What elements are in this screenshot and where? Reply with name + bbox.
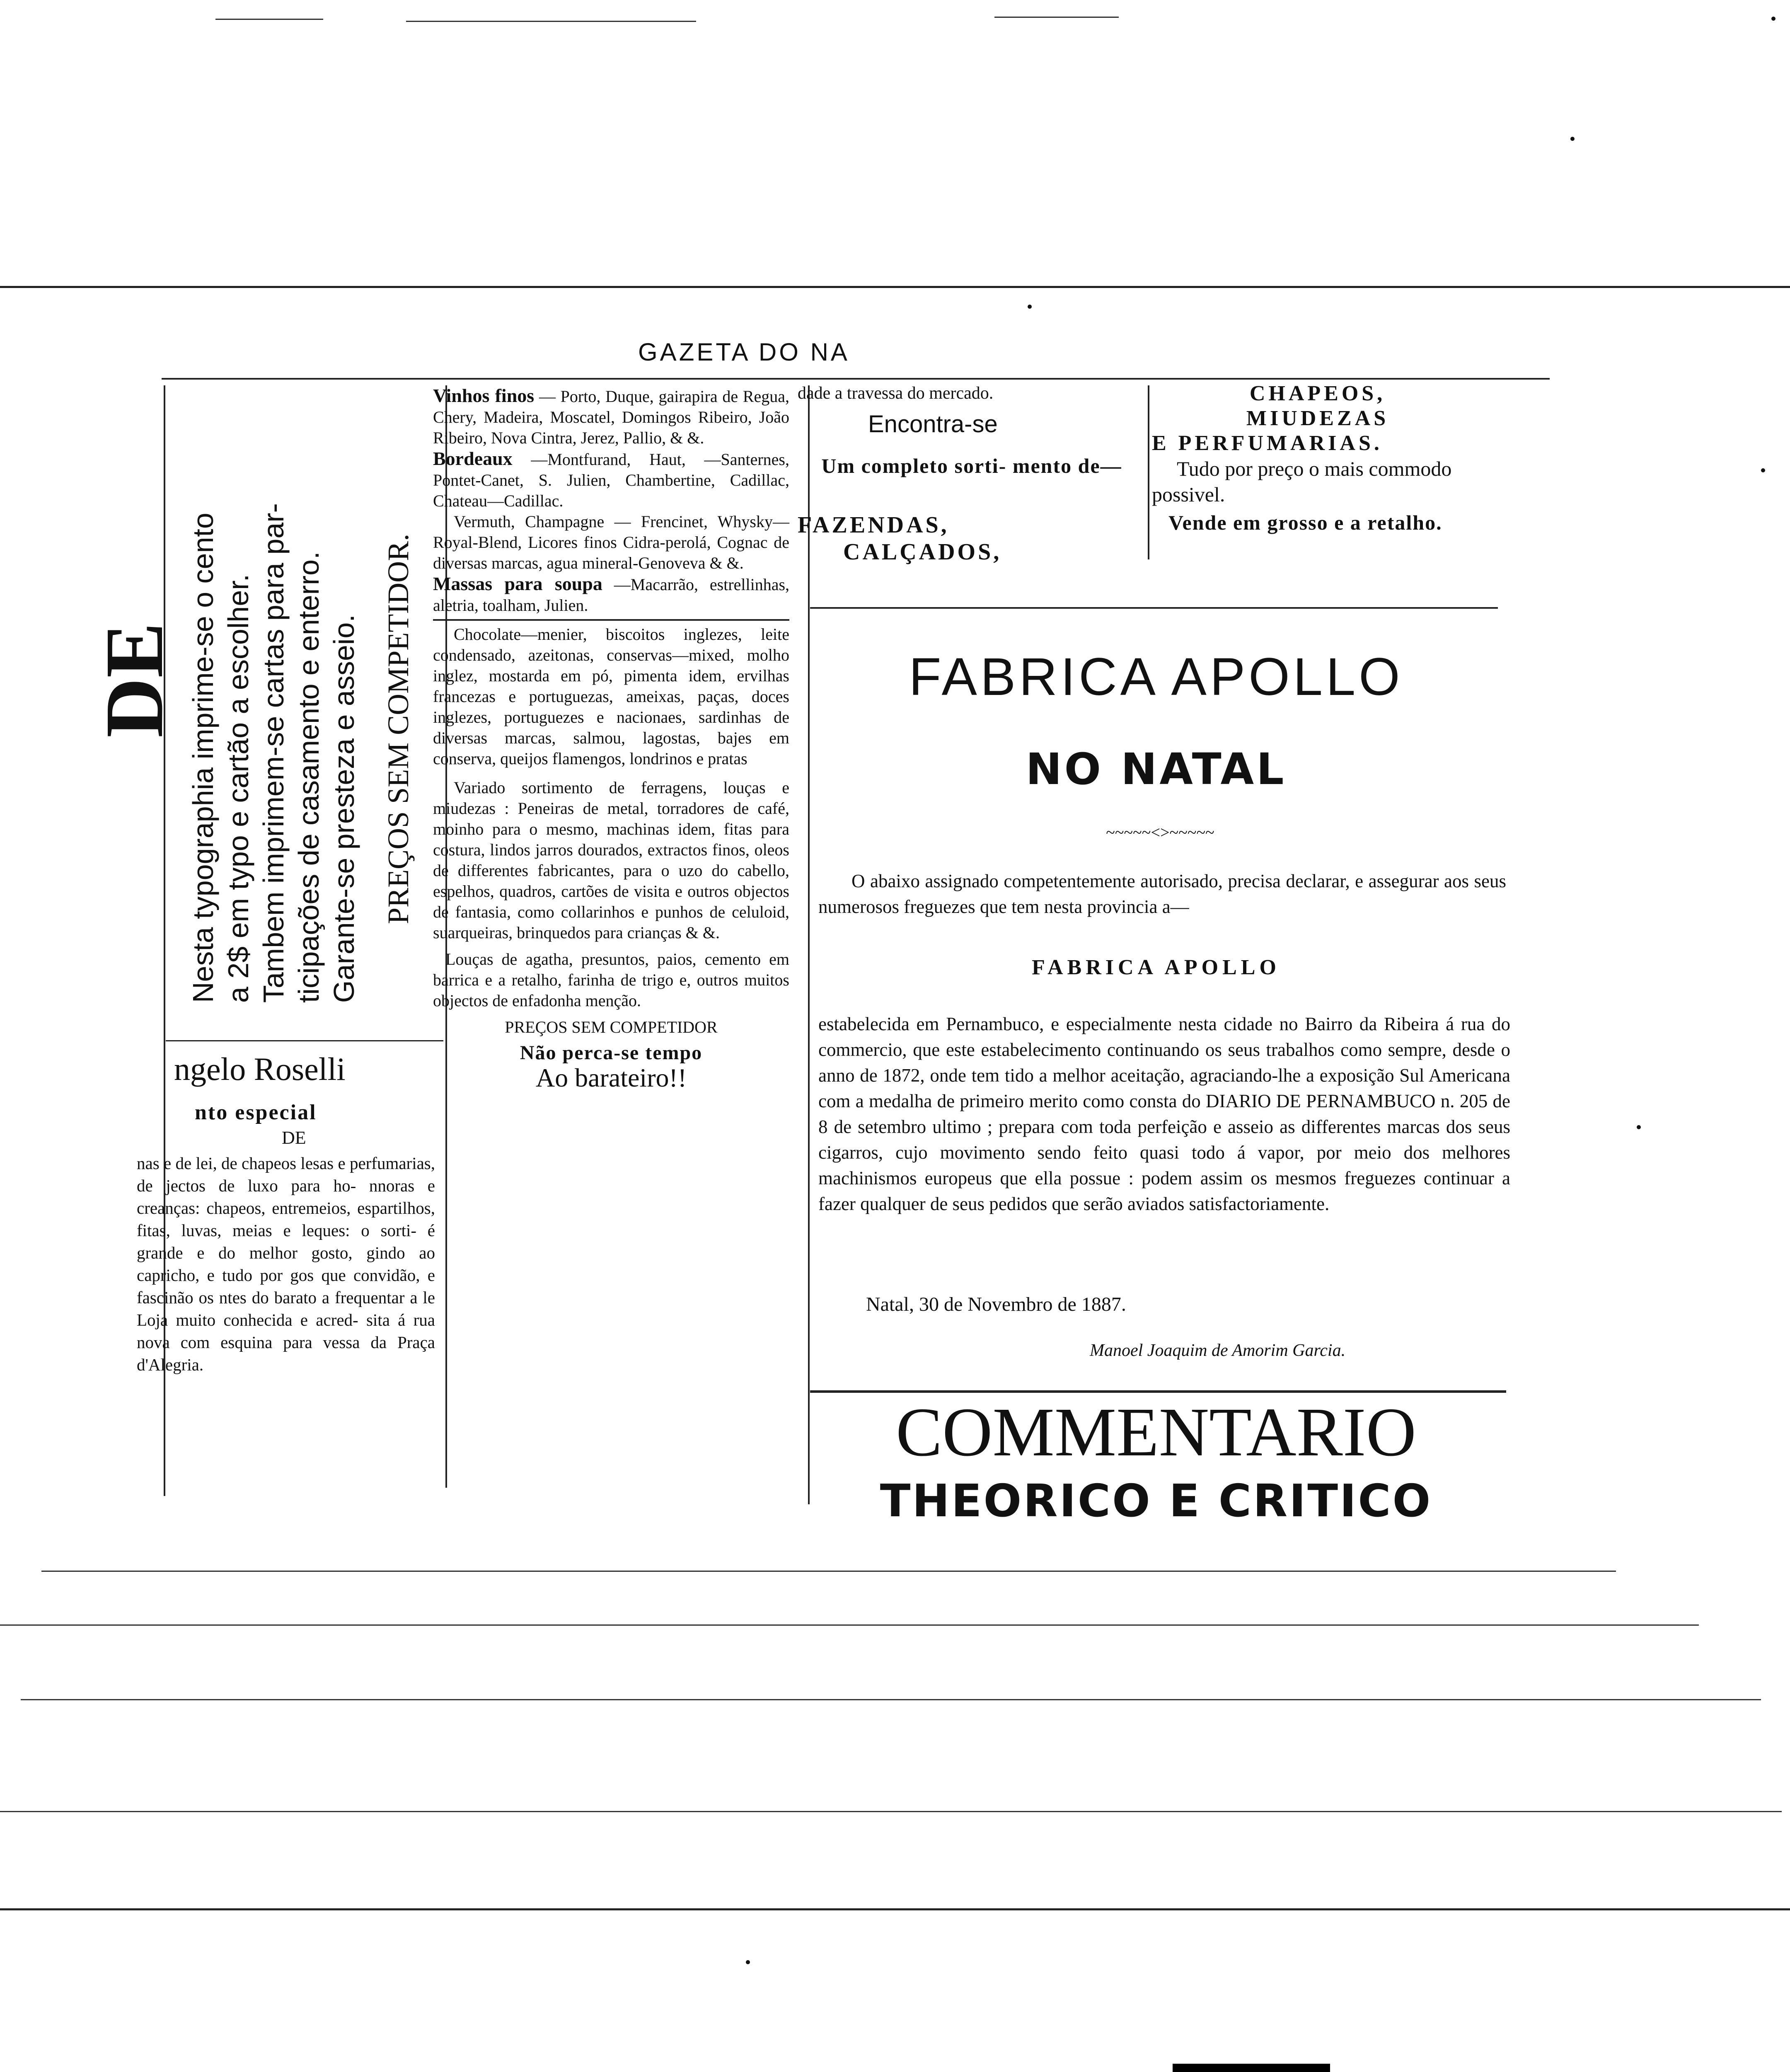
loucas-paragraph: Louças de agatha, presuntos, paios, cemento em barrica e a retalho, farinha de trigo e, outros muitos objectos de enfadonha menção. <box>433 950 789 1010</box>
rotated-initials: DE <box>89 622 180 738</box>
fabrica-intro-text: O abaixo assignado competentemente autorisado, precisa declarar, e assegurar aos seus numerosos freguezes que tem nesta provincia a— <box>818 871 1506 917</box>
nao-perca: Não perca-se tempo <box>520 1042 703 1064</box>
rotated-ad-line-1: Nesta typographia imprime-se o cento <box>187 513 219 1003</box>
merchant-body <box>137 1152 435 1376</box>
middle-divider-1 <box>433 619 789 621</box>
vende-grosso: Vende em grosso e a retalho. <box>1168 511 1442 534</box>
noise-dash <box>994 17 1119 18</box>
noise-speck <box>1637 1125 1641 1129</box>
travessa-line: dade a travessa do mercado. <box>798 384 994 403</box>
commentario-title: COMMENTARIO <box>896 1394 1416 1471</box>
tudo-preco: Tudo por preço o mais commodo possivel. <box>1152 457 1452 506</box>
noise-dash <box>0 1811 1782 1812</box>
noise-dash <box>215 19 323 20</box>
fabrica-title: FABRICA APOLLO <box>909 647 1403 707</box>
column-rule-4 <box>1148 385 1149 559</box>
vinhos-body: — Porto, Duque, gairapira de Regua, Chery, Madeira, Moscatel, Domingos Ribeiro, João Ribeiro, Nova Cintra, Jerez, Pallio, & &. <box>433 387 790 447</box>
fabrica-body <box>818 1011 1510 1217</box>
noise-speck <box>1771 17 1775 21</box>
bordeaux-body: —Montfurand, Haut, —Santernes, Pontet-Canet, S. Julien, Chambertine, Cadillac, Chateau—Cadillac. <box>433 450 789 510</box>
massas-head: Massas para soupa <box>433 573 602 594</box>
bottom-border-line <box>0 1908 1790 1910</box>
noise-dash <box>21 1699 1761 1700</box>
header-title: GAZETA DO NA <box>638 338 850 366</box>
fabrica-top-line <box>810 607 1498 609</box>
perfumarias: E PERFUMARIAS. <box>1152 431 1383 455</box>
chapeos: CHAPEOS, <box>1249 382 1386 405</box>
miudezas: MIUDEZAS <box>1246 407 1389 430</box>
massas-body: —Macarrão, estrellinhas, aletria, toalham, Julien. <box>433 575 790 615</box>
rotated-ad-line-3: Tambem imprimem-se cartas para par- <box>257 503 290 1003</box>
column-rule-3 <box>808 385 810 1504</box>
fabrica-date: Natal, 30 de Novembro de 1887. <box>866 1293 1126 1315</box>
rotated-ad-line-2: a 2$ em typo e cartão a escolher. <box>222 574 254 1003</box>
left-ad-divider <box>166 1040 443 1041</box>
completo-sortimento: Um completo sorti- mento de— <box>821 454 1122 477</box>
fazendas: FAZENDAS, <box>798 512 949 538</box>
noise-dash <box>41 1571 1616 1572</box>
fabrica-intro <box>818 868 1506 920</box>
middle-precos: PREÇOS SEM COMPETIDOR <box>505 1018 718 1036</box>
ornament-divider: ~~~~~<>~~~~~ <box>1106 823 1214 842</box>
header-line <box>162 378 1550 380</box>
noise-dash <box>0 1624 1699 1626</box>
fabrica-name: FABRICA APOLLO <box>1032 956 1280 979</box>
fabrica-subtitle: NO NATAL <box>1026 744 1287 794</box>
commentario-subtitle: THEORICO E CRITICO <box>880 1475 1432 1527</box>
fabrica-signature: Manoel Joaquim de Amorim Garcia. <box>1090 1341 1346 1360</box>
merchant-subtitle: nto especial <box>195 1101 317 1124</box>
middle-column <box>433 385 790 1092</box>
massas-paragraph <box>433 574 789 616</box>
encontra-se: Encontra-se <box>868 411 998 438</box>
rotated-precos: PREÇOS SEM COMPETIDOR. <box>382 533 415 924</box>
rotated-ad-line-5: Garante-se presteza e asseio. <box>328 614 360 1003</box>
stamp-ilegivel <box>1173 2064 1330 2072</box>
top-border-line <box>0 286 1790 288</box>
noise-speck <box>746 1960 750 1964</box>
fabrica-body-text: estabelecida em Pernambuco, e especialmente nesta cidade no Bairro da Ribeira á rua do commercio, que este estabelecimento continuando os seus trabalhos como sempre, desde o anno de 1872, onde tem tido a melhor aceitação, agraciando-lhe a exposição Sul Americana com a medalha de primeiro merito como consta do DIARIO DE PERNAMBUCO n. 205 de 8 de setembro ultimo ; prepara com toda perfeição e asseio as differentes marcas dos seus cigarros, cujo movimento sendo feito quasi todo á vapor, por meio dos melhores machinismos europeus que ella possue : podem assim os mesmos freguezes continuar a fazer qualquer de seus pedidos que serão aviados satisfactoriamente. <box>818 1014 1510 1214</box>
merchant-name: ngelo Roselli <box>174 1051 346 1087</box>
noise-speck <box>1570 137 1575 141</box>
noise-dash <box>406 21 696 22</box>
chocolate-paragraph: Chocolate—menier, biscoitos inglezes, leite condensado, azeitonas, conservas—mixed, molho inglez, mostarda em pó, pimenta idem, ervilhas francezas e portuguezas, ameixas, paças, doces inglezes, portuguezes e nacionaes, sardinhas de diversas marcas, salmou, lagostas, bajes em conserva, queijos flamengos, londrinos e pratas <box>433 625 789 768</box>
rotated-ad-line-4: ticipações de casamento e enterro. <box>293 551 325 1003</box>
merchant-body-text: nas e de lei, de chapeos lesas e perfumarias, de jectos de luxo para ho- nnoras e creanças: chapeos, entremeios, espartilhos, fitas, luvas, meias e leques: o sorti- é grande e do melhor gosto, gindo ao capricho, e tudo por gos que convidão, e fascinão os ntes do barato a frequentar a le Loja muito conhecida e acred- sita á rua nova com esquina para vessa da Praça d'Alegria. <box>137 1154 435 1374</box>
vermuth-paragraph: Vermuth, Champagne — Frencinet, Whysky—Royal-Blend, Licores finos Cidra-perolá, Cognac de diversas marcas, agua mineral-Genoveva & &. <box>433 512 789 572</box>
vinhos-head: Vinhos finos <box>433 385 535 406</box>
barateiro: Ao barateiro!! <box>535 1063 687 1092</box>
noise-speck <box>1028 305 1032 309</box>
vinhos-paragraph <box>433 385 789 448</box>
merchant-de: DE <box>282 1128 306 1148</box>
bordeaux-paragraph <box>433 448 789 511</box>
variado-paragraph: Variado sortimento de ferragens, louças e miudezas : Peneiras de metal, torradores de café, moinho para o mesmo, machinas idem, fitas para costura, lindos jarros dourados, extractos finos, oleos de differentes fabricantes, para o uzo do cabello, espelhos, quadros, cartões de visita e outros objectos de fantasia, como collarinhos e punhos de celuloid, suarqueiras, brinquedos para crianças & &. <box>433 778 789 942</box>
noise-speck <box>1761 468 1765 472</box>
bordeaux-head: Bordeaux <box>433 448 513 469</box>
calcados: CALÇADOS, <box>843 539 1002 565</box>
